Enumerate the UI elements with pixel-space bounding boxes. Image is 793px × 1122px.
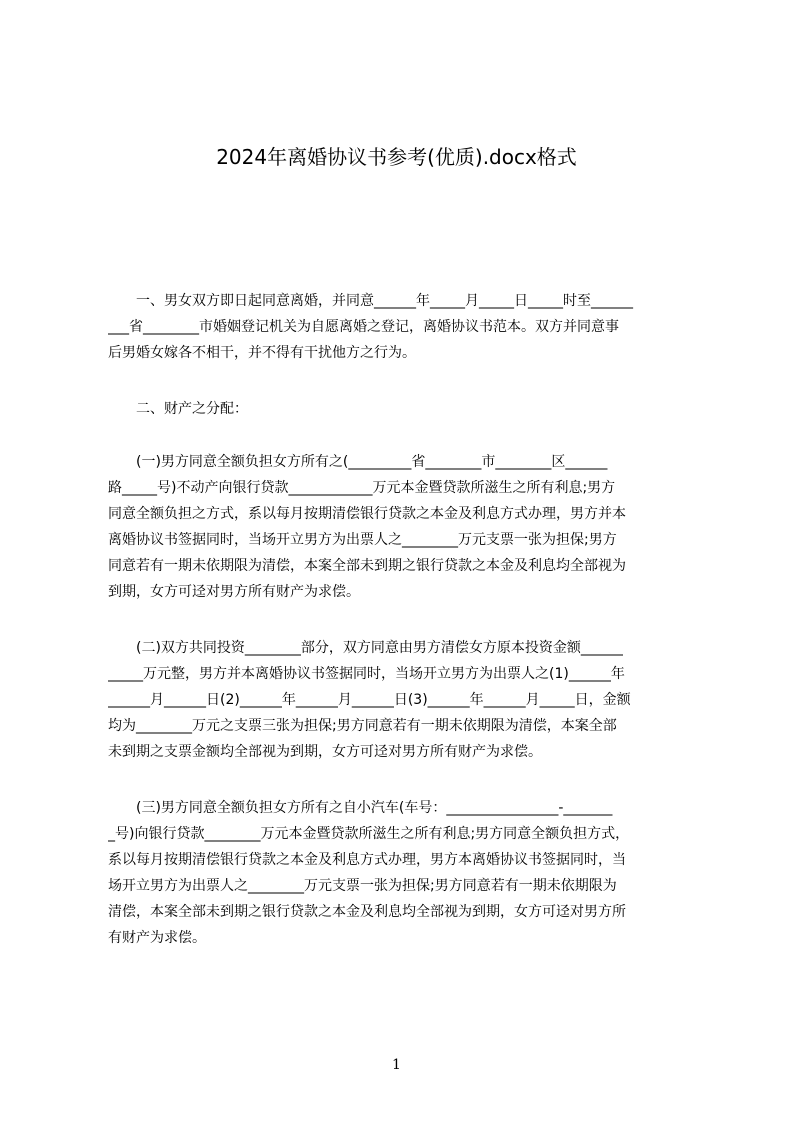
page-number: 1 xyxy=(392,1057,401,1073)
paragraph-line: 清偿，本案全部未到期之银行贷款之本金及利息均全部视为到期，女方可迳对男方所 xyxy=(108,904,626,920)
section-heading: 二、财产之分配： xyxy=(108,401,248,417)
paragraph-line: ___省________市婚姻登记机关为自愿离婚之登记，离婚协议书范本。双方并同意事 xyxy=(108,319,619,335)
paragraph-line: (二)双方共同投资________部分，双方同意由男方清偿女方原本投资金额______ xyxy=(108,640,623,656)
document-title: 2024年离婚协议书参考(优质).docx格式 xyxy=(216,145,577,169)
paragraph-line: 路_____号)不动产向银行贷款____________万元本金暨贷款所滋生之所有利息;男方 xyxy=(108,480,616,496)
paragraph-line: 离婚协议书签据同时，当场开立男方为出票人之________万元支票一张为担保;男方 xyxy=(108,532,617,548)
paragraph-line: (三)男方同意全额负担女方所有之自小汽车(车号：________________-_______ xyxy=(108,800,613,816)
paragraph-line: 同意若有一期未依期限为清偿，本案全部未到期之银行贷款之本金及利息均全部视为 xyxy=(108,558,626,574)
paragraph-line: 有财产为求偿。 xyxy=(108,930,206,946)
paragraph-line: 场开立男方为出票人之________万元支票一张为担保;男方同意若有一期未依期限为 xyxy=(108,878,617,894)
paragraph-line: 均为________万元之支票三张为担保;男方同意若有一期未依期限为清偿，本案全部 xyxy=(108,718,617,734)
paragraph-line: 同意全额负担之方式，系以每月按期清偿银行贷款之本金及利息方式办理，男方并本 xyxy=(108,506,626,522)
paragraph-line: 后男婚女嫁各不相干，并不得有干扰他方之行为。 xyxy=(108,345,416,361)
paragraph-line: 一、男女双方即日起同意离婚，并同意______年_____月_____日_____时至______ xyxy=(108,293,633,309)
paragraph-line: 系以每月按期清偿银行贷款之本金及利息方式办理，男方本离婚协议书签据同时，当 xyxy=(108,852,626,868)
paragraph-line: 到期，女方可迳对男方所有财产为求偿。 xyxy=(108,584,360,600)
paragraph-line: 未到期之支票金额均全部视为到期，女方可迳对男方所有财产为求偿。 xyxy=(108,744,542,760)
paragraph-line: _____万元整，男方并本离婚协议书签据同时，当场开立男方为出票人之(1)______年 xyxy=(108,666,625,682)
paragraph-line: ______月______日(2)______年______月______日(3)______年______月_____日，金额 xyxy=(108,692,631,708)
paragraph-line: _号)向银行贷款________万元本金暨贷款所滋生之所有利息;男方同意全额负担方式， xyxy=(108,826,630,842)
paragraph-line: (一)男方同意全额负担女方所有之(_________省________市________区______ xyxy=(108,454,608,470)
